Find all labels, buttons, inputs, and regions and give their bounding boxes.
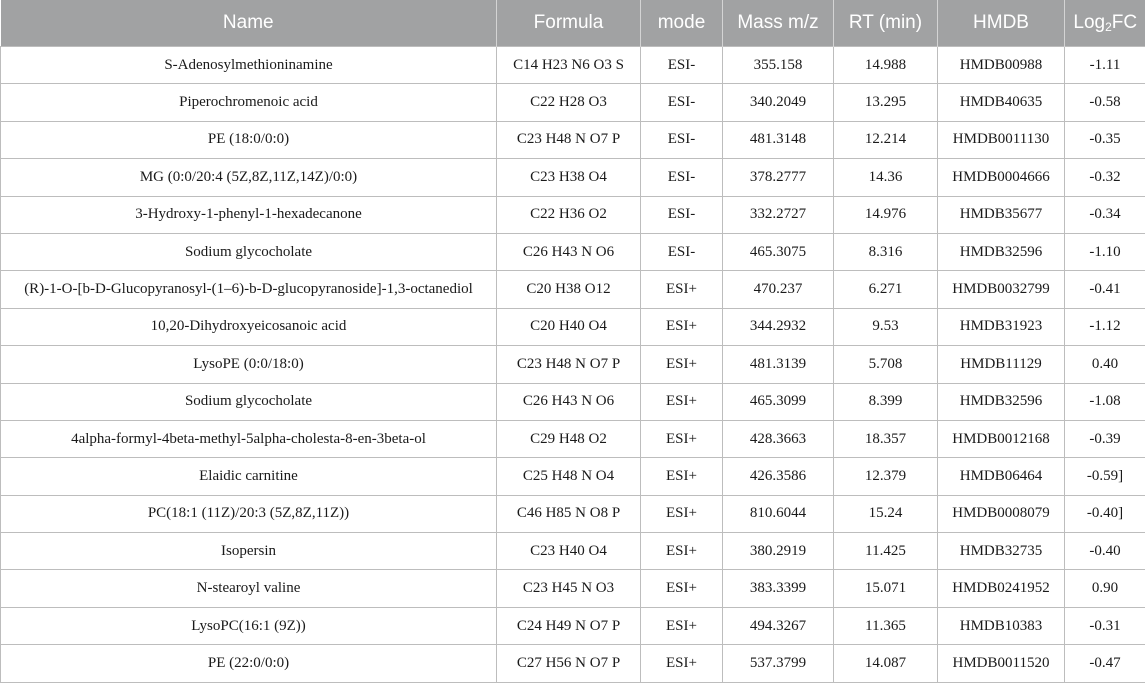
header-formula: Formula [497, 0, 641, 47]
cell-formula: C22 H36 O2 [497, 196, 641, 233]
table-row [1, 271, 1145, 308]
cell-mass-mz: 332.2727 [723, 196, 834, 233]
cell-name: PC(18:1 (11Z)/20:3 (5Z,8Z,11Z)) [1, 495, 497, 532]
cell-name: N-stearoyl valine [1, 570, 497, 607]
table-row [1, 645, 1145, 682]
cell-hmdb: HMDB11129 [938, 346, 1065, 383]
header-rt: RT (min) [834, 0, 938, 47]
cell-formula: C23 H48 N O7 P [497, 346, 641, 383]
cell-rt: 5.708 [834, 346, 938, 383]
header-log2fc-base: 2 [1105, 20, 1112, 34]
cell-rt: 13.295 [834, 84, 938, 121]
table-row [1, 383, 1145, 420]
header-hmdb: HMDB [938, 0, 1065, 47]
cell-rt: 14.988 [834, 47, 938, 84]
cell-log2fc: -0.47 [1065, 645, 1145, 682]
cell-hmdb: HMDB0012168 [938, 420, 1065, 457]
cell-formula: C26 H43 N O6 [497, 233, 641, 270]
cell-mass-mz: 340.2049 [723, 84, 834, 121]
cell-name: (R)-1-O-[b-D-Glucopyranosyl-(1–6)-b-D-glucopyranoside]-1,3-octanediol [1, 271, 497, 308]
cell-mode: ESI+ [641, 607, 723, 644]
table-row [1, 47, 1145, 84]
cell-log2fc: -0.34 [1065, 196, 1145, 233]
cell-rt: 11.425 [834, 533, 938, 570]
cell-mass-mz: 344.2932 [723, 308, 834, 345]
cell-log2fc: 0.90 [1065, 570, 1145, 607]
cell-mode: ESI+ [641, 271, 723, 308]
cell-formula: C22 H28 O3 [497, 84, 641, 121]
cell-name: 3-Hydroxy-1-phenyl-1-hexadecanone [1, 196, 497, 233]
cell-formula: C46 H85 N O8 P [497, 495, 641, 532]
cell-mode: ESI+ [641, 495, 723, 532]
cell-mode: ESI+ [641, 308, 723, 345]
cell-mode: ESI- [641, 84, 723, 121]
cell-rt: 8.399 [834, 383, 938, 420]
cell-rt: 12.379 [834, 458, 938, 495]
cell-hmdb: HMDB0011520 [938, 645, 1065, 682]
cell-rt: 11.365 [834, 607, 938, 644]
cell-mode: ESI+ [641, 570, 723, 607]
cell-log2fc: -0.32 [1065, 159, 1145, 196]
table-row [1, 420, 1145, 457]
cell-name: PE (22:0/0:0) [1, 645, 497, 682]
cell-mass-mz: 383.3399 [723, 570, 834, 607]
cell-log2fc: -0.41 [1065, 271, 1145, 308]
table-body [1, 47, 1145, 683]
table-row [1, 159, 1145, 196]
table-row [1, 458, 1145, 495]
cell-rt: 8.316 [834, 233, 938, 270]
cell-formula: C23 H40 O4 [497, 533, 641, 570]
cell-hmdb: HMDB0008079 [938, 495, 1065, 532]
cell-formula: C26 H43 N O6 [497, 383, 641, 420]
cell-log2fc: -1.11 [1065, 47, 1145, 84]
cell-mode: ESI+ [641, 383, 723, 420]
cell-formula: C24 H49 N O7 P [497, 607, 641, 644]
cell-log2fc: -0.35 [1065, 121, 1145, 158]
cell-formula: C20 H38 O12 [497, 271, 641, 308]
cell-mass-mz: 426.3586 [723, 458, 834, 495]
cell-log2fc: -0.40 [1065, 533, 1145, 570]
cell-hmdb: HMDB10383 [938, 607, 1065, 644]
cell-rt: 12.214 [834, 121, 938, 158]
cell-name: 10,20-Dihydroxyeicosanoic acid [1, 308, 497, 345]
cell-mass-mz: 481.3148 [723, 121, 834, 158]
cell-name: Isopersin [1, 533, 497, 570]
cell-name: S-Adenosylmethioninamine [1, 47, 497, 84]
cell-formula: C23 H48 N O7 P [497, 121, 641, 158]
cell-name: LysoPC(16:1 (9Z)) [1, 607, 497, 644]
table-row [1, 233, 1145, 270]
cell-hmdb: HMDB35677 [938, 196, 1065, 233]
cell-mode: ESI- [641, 47, 723, 84]
cell-mass-mz: 481.3139 [723, 346, 834, 383]
cell-name: PE (18:0/0:0) [1, 121, 497, 158]
cell-hmdb: HMDB31923 [938, 308, 1065, 345]
cell-mass-mz: 494.3267 [723, 607, 834, 644]
cell-rt: 18.357 [834, 420, 938, 457]
cell-mass-mz: 470.237 [723, 271, 834, 308]
cell-mass-mz: 810.6044 [723, 495, 834, 532]
cell-formula: C20 H40 O4 [497, 308, 641, 345]
cell-log2fc: -0.59] [1065, 458, 1145, 495]
cell-mode: ESI+ [641, 420, 723, 457]
cell-name: Elaidic carnitine [1, 458, 497, 495]
cell-hmdb: HMDB32735 [938, 533, 1065, 570]
cell-name: Sodium glycocholate [1, 383, 497, 420]
cell-mode: ESI+ [641, 533, 723, 570]
cell-log2fc: -0.40] [1065, 495, 1145, 532]
cell-hmdb: HMDB0241952 [938, 570, 1065, 607]
cell-log2fc: -0.31 [1065, 607, 1145, 644]
cell-mode: ESI- [641, 159, 723, 196]
cell-name: MG (0:0/20:4 (5Z,8Z,11Z,14Z)/0:0) [1, 159, 497, 196]
cell-hmdb: HMDB40635 [938, 84, 1065, 121]
cell-mass-mz: 355.158 [723, 47, 834, 84]
table-header [1, 0, 1145, 47]
cell-log2fc: 0.40 [1065, 346, 1145, 383]
cell-mass-mz: 378.2777 [723, 159, 834, 196]
cell-formula: C29 H48 O2 [497, 420, 641, 457]
cell-log2fc: -0.58 [1065, 84, 1145, 121]
cell-hmdb: HMDB32596 [938, 383, 1065, 420]
cell-rt: 14.087 [834, 645, 938, 682]
cell-mass-mz: 380.2919 [723, 533, 834, 570]
cell-log2fc: -1.12 [1065, 308, 1145, 345]
table-row [1, 607, 1145, 644]
header-log2fc-fc: FC [1111, 12, 1138, 33]
cell-mode: ESI- [641, 196, 723, 233]
cell-mode: ESI+ [641, 346, 723, 383]
table-row [1, 570, 1145, 607]
header-mass: Mass m/z [723, 0, 834, 47]
cell-formula: C23 H38 O4 [497, 159, 641, 196]
cell-rt: 9.53 [834, 308, 938, 345]
table-row [1, 346, 1145, 383]
table-row [1, 495, 1145, 532]
cell-mass-mz: 465.3099 [723, 383, 834, 420]
cell-hmdb: HMDB0011130 [938, 121, 1065, 158]
cell-rt: 14.36 [834, 159, 938, 196]
cell-mass-mz: 537.3799 [723, 645, 834, 682]
header-mode: mode [641, 0, 723, 47]
header-log2fc-log: Log [1073, 12, 1106, 33]
cell-hmdb: HMDB0004666 [938, 159, 1065, 196]
cell-name: LysoPE (0:0/18:0) [1, 346, 497, 383]
cell-hmdb: HMDB06464 [938, 458, 1065, 495]
cell-rt: 15.071 [834, 570, 938, 607]
table-row [1, 196, 1145, 233]
cell-rt: 14.976 [834, 196, 938, 233]
table-row [1, 84, 1145, 121]
cell-log2fc: -1.08 [1065, 383, 1145, 420]
header-name: Name [1, 0, 497, 47]
cell-formula: C23 H45 N O3 [497, 570, 641, 607]
cell-formula: C25 H48 N O4 [497, 458, 641, 495]
cell-hmdb: HMDB00988 [938, 47, 1065, 84]
cell-mass-mz: 465.3075 [723, 233, 834, 270]
table-row [1, 308, 1145, 345]
cell-rt: 6.271 [834, 271, 938, 308]
cell-mode: ESI+ [641, 645, 723, 682]
cell-formula: C27 H56 N O7 P [497, 645, 641, 682]
table-row [1, 533, 1145, 570]
cell-mass-mz: 428.3663 [723, 420, 834, 457]
cell-mode: ESI- [641, 121, 723, 158]
header-log2fc [1065, 0, 1145, 47]
cell-log2fc: -0.39 [1065, 420, 1145, 457]
cell-mode: ESI- [641, 233, 723, 270]
cell-mode: ESI+ [641, 458, 723, 495]
table-row [1, 121, 1145, 158]
cell-name: Sodium glycocholate [1, 233, 497, 270]
cell-log2fc: -1.10 [1065, 233, 1145, 270]
cell-name: Piperochromenoic acid [1, 84, 497, 121]
cell-rt: 15.24 [834, 495, 938, 532]
cell-formula: C14 H23 N6 O3 S [497, 47, 641, 84]
cell-hmdb: HMDB0032799 [938, 271, 1065, 308]
header-row [1, 0, 1145, 47]
cell-hmdb: HMDB32596 [938, 233, 1065, 270]
cell-name: 4alpha-formyl-4beta-methyl-5alpha-cholesta-8-en-3beta-ol [1, 420, 497, 457]
